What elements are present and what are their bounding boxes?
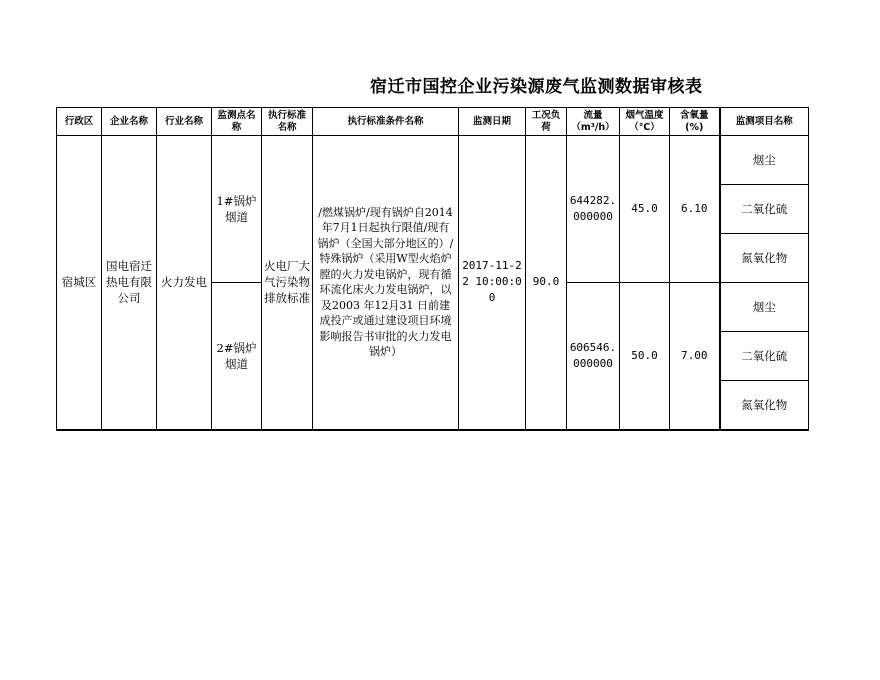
audit-table: [56, 107, 809, 431]
header-date: 监测日期: [459, 108, 526, 136]
header-standard: 执行标准名称: [262, 108, 313, 136]
cell-district: 宿城区: [57, 136, 102, 430]
cell-load: 90.0: [526, 136, 567, 430]
header-row: [57, 108, 809, 136]
cell-point-1: 1#锅炉烟道: [212, 136, 262, 283]
cell-oxygen-2: 7.00: [670, 283, 720, 430]
cell-temp-2: 50.0: [620, 283, 670, 430]
header-oxygen: 含氧量(%): [670, 108, 720, 136]
header-item: 监测项目名称: [720, 108, 809, 136]
cell-item: 烟尘: [720, 136, 809, 185]
cell-industry: 火力发电: [157, 136, 212, 430]
cell-date: 2017-11-22 10:00:00: [459, 136, 526, 430]
header-district: 行政区: [57, 108, 102, 136]
table-row: [57, 136, 809, 185]
page-title: 宿迁市国控企业污染源废气监测数据审核表: [370, 77, 703, 97]
header-load: 工况负荷: [526, 108, 567, 136]
cell-company: 国电宿迁热电有限公司: [102, 136, 157, 430]
header-temp: 烟气温度（℃）: [620, 108, 670, 136]
header-industry: 行业名称: [157, 108, 212, 136]
cell-standard: 火电厂大气污染物排放标准: [262, 136, 313, 430]
cell-oxygen-1: 6.10: [670, 136, 720, 283]
cell-condition: /燃煤锅炉/现有锅炉自2014年7月1日起执行限值/现有锅炉（全国大部分地区的）/特殊锅炉（采用W型火焰炉膛的火力发电锅炉，现有循环流化床火力发电锅炉，以及2003 年12月31 日前建成投产或通过建设项目环境影响报告书审批的火力发电锅炉）: [313, 136, 459, 430]
cell-item: 氮氧化物: [720, 381, 809, 430]
cell-temp-1: 45.0: [620, 136, 670, 283]
cell-item: 二氧化硫: [720, 332, 809, 381]
cell-flow-1: 644282.000000: [567, 136, 620, 283]
header-flow: 流量（m³/h）: [567, 108, 620, 136]
cell-item: 烟尘: [720, 283, 809, 332]
header-company: 企业名称: [102, 108, 157, 136]
cell-item: 二氧化硫: [720, 185, 809, 234]
cell-point-2: 2#锅炉烟道: [212, 283, 262, 430]
cell-item: 氮氧化物: [720, 234, 809, 283]
header-condition: 执行标准条件名称: [313, 108, 459, 136]
cell-flow-2: 606546.000000: [567, 283, 620, 430]
header-point: 监测点名称: [212, 108, 262, 136]
